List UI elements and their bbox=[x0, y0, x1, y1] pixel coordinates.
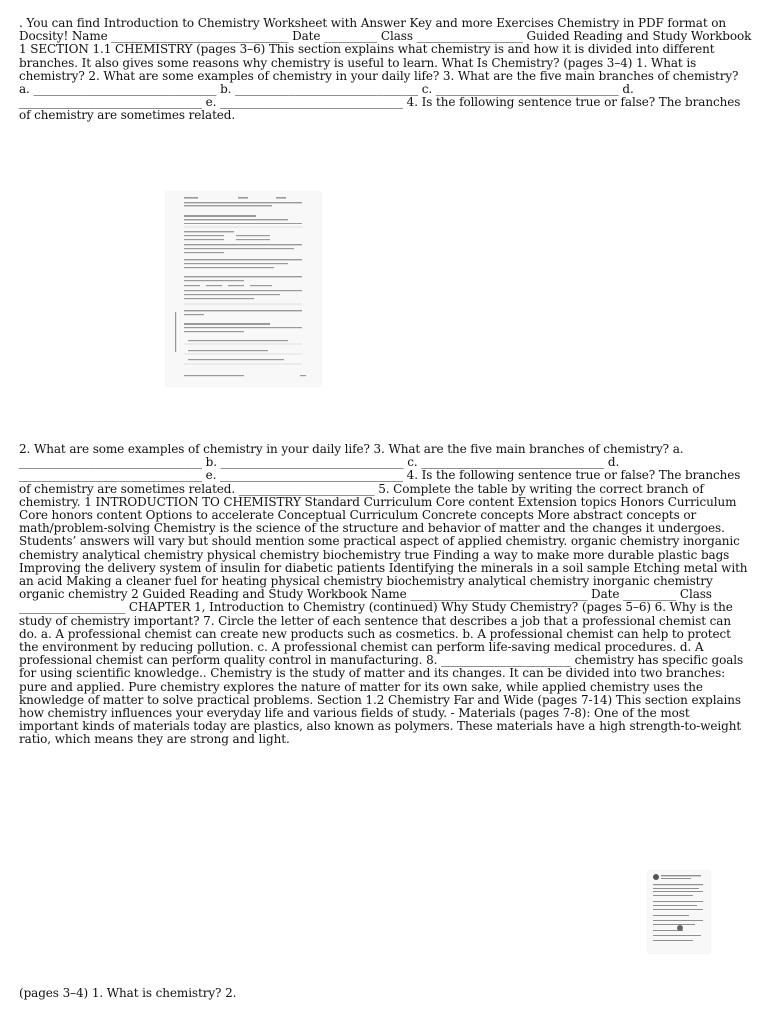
worksheet-page-thumbnail-2[interactable] bbox=[648, 871, 710, 953]
worksheet-page-image bbox=[166, 192, 321, 386]
worksheet-page-thumbnail-1[interactable] bbox=[166, 192, 321, 386]
document-text-block-2: 2. What are some examples of chemistry in your daily life? 3. What are the five main branches of chemistry? a. _______________________________ b. _______________________________ c. _______________________________ d. _______________________________ e. _______________________________ 4. Is the following sentence true or false? The branches of chemistry are sometimes related. _______________________ 5. Complete the table by writing the correct branch of chemistry. 1 INTRODUCTION TO CHEMISTRY Standard Curriculum Core content Extension topics Honors Curriculum Core honors content Options to accelerate Conceptual Curriculum Concrete concepts More abstract concepts or math/problem-solving Chemistry is the science of the structure and behavior of matter and the changes it undergoes. Students’ answers will vary but should mention some practical aspect of applied chemistry. organic chemistry inorganic chemistry analytical chemistry physical chemistry biochemistry true Finding a way to make more durable plastic bags Improving the delivery system of insulin for diabetic patients Identifying the minerals in a soil sample Etching metal with an acid Making a cleaner fuel for heating physical chemistry biochemistry analytical chemistry inorganic chemistry organic chemistry 2 Guided Reading and Study Workbook Name ______________________________ Date _________ Class __________________ CHAPTER 1, Introduction to Chemistry (continued) Why Study Chemistry? (pages 5–6) 6. Why is the study of chemistry important? 7. Circle the letter of each sentence that describes a job that a professional chemist can do. a. A professional chemist can create new products such as cosmetics. b. A professional chemist can help to protect the environment by reducing pollution. c. A professional chemist can perform life-saving medical procedures. d. A professional chemist can perform quality control in manufacturing. 8. ______________________ chemistry has specific goals for using scientific knowledge.. Chemistry is the study of matter and its changes. It can be divided into two branches: pure and applied. Pure chemistry explores the nature of matter for its own sake, while applied chemistry uses the knowledge of matter to solve practical problems. Section 1.2 Chemistry Far and Wide (pages 7-14) This section explains how chemistry influences your everyday life and various fields of study. - Materials (pages 7-8): One of the most important kinds of materials today are plastics, also known as polymers. These materials have a high strength-to-weight ratio, which means they are strong and light. bbox=[19, 442, 748, 747]
worksheet-page-image bbox=[648, 871, 710, 953]
document-text-block-3: (pages 3–4) 1. What is chemistry? 2. bbox=[19, 986, 237, 1000]
document-text-block-1: . You can find Introduction to Chemistry Worksheet with Answer Key and more Exercises Chemistry in PDF format on Docsity! Name ______________________________ Date _________ Class __________________ Guided Reading and Study Workbook 1 SECTION 1.1 CHEMISTRY (pages 3–6) This section explains what chemistry is and how it is divided into different branches. It also gives some reasons why chemistry is useful to learn. What Is Chemistry? (pages 3–4) 1. What is chemistry? 2. What are some examples of chemistry in your daily life? 3. What are the five main branches of chemistry? a. _______________________________ b. _______________________________ c. _______________________________ d. _______________________________ e. _______________________________ 4. Is the following sentence true or false? The branches of chemistry are sometimes related. bbox=[19, 16, 752, 123]
